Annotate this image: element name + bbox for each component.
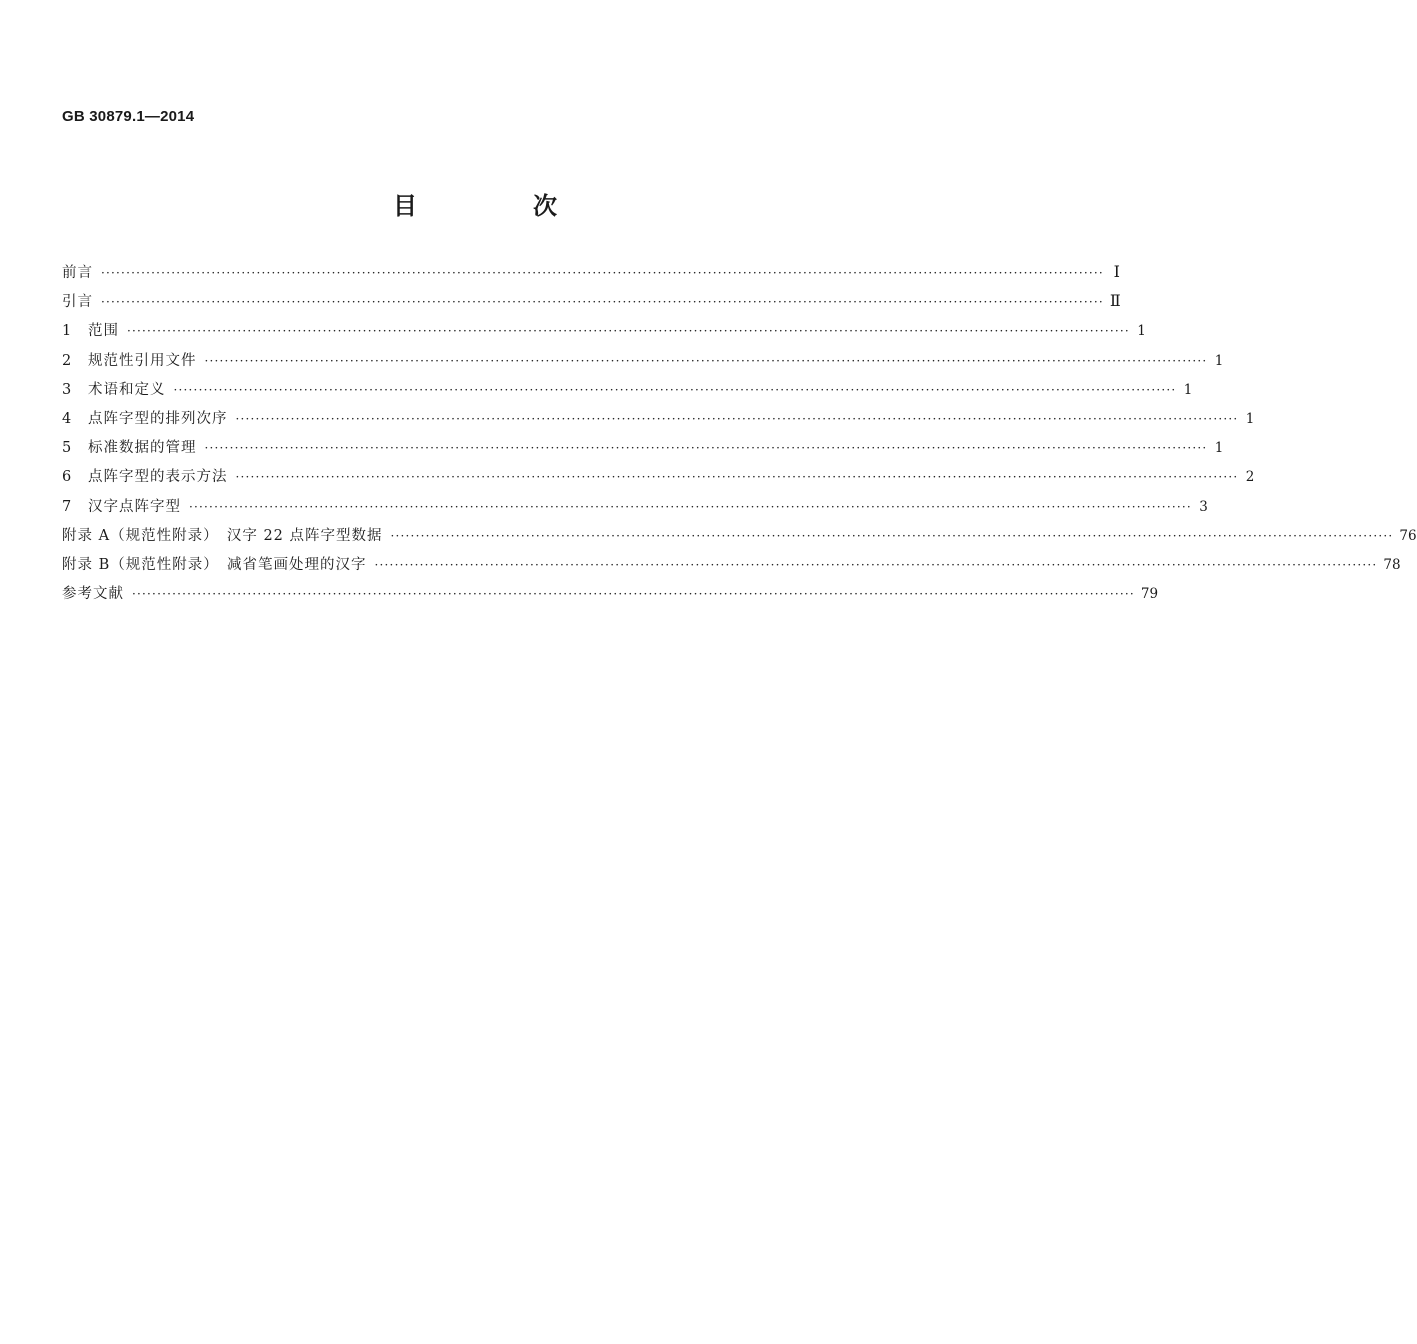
toc-entry[interactable]	[62, 381, 1193, 410]
toc-entry-label: 前言	[62, 265, 93, 281]
toc-entry[interactable]	[62, 468, 1255, 497]
toc-entry-page: 3	[1199, 498, 1208, 515]
toc-entry[interactable]	[62, 410, 1255, 439]
toc-entry-label: 参考文献	[62, 586, 124, 603]
toc-entry-label: 规范性引用文件	[88, 352, 197, 369]
toc-entry-label: 标准数据的管理	[88, 440, 197, 457]
toc-leader-dots: ········································································································································································································	[235, 411, 1239, 426]
toc-entry-page: Ⅰ	[1113, 264, 1120, 281]
toc-entry[interactable]	[62, 439, 1224, 468]
toc-leader-dots: ········································································································································································································	[132, 587, 1135, 602]
toc-leader-dots: ········································································································································································································	[101, 295, 1104, 310]
toc-leader-dots: ········································································································································································································	[390, 528, 1394, 543]
toc-entry-number: 3	[62, 381, 72, 398]
toc-entry-label: 点阵字型的排列次序	[88, 410, 228, 427]
toc-entry-number: 7	[62, 498, 72, 515]
toc-leader-dots: ········································································································································································································	[127, 324, 1130, 339]
toc-entry-label: 引言	[62, 294, 93, 311]
toc-leader-dots: ········································································································································································································	[101, 266, 1104, 280]
toc-leader-dots: ········································································································································································································	[189, 499, 1192, 514]
standard-code: GB 30879.1—2014	[62, 108, 195, 125]
toc-entry-number: 6	[62, 469, 72, 486]
toc-entry[interactable]	[62, 585, 1159, 614]
toc-leader-dots: ········································································································································································································	[235, 470, 1239, 485]
toc-entry-page: Ⅱ	[1109, 293, 1121, 311]
toc-entry-page: 2	[1245, 469, 1255, 486]
toc-entry-page: 1	[1245, 410, 1255, 427]
toc-entry-page: 1	[1214, 440, 1224, 457]
toc-entry-label: 范围	[88, 323, 119, 340]
toc-entry[interactable]	[62, 498, 1208, 527]
toc-entry-page: 78	[1383, 556, 1401, 573]
toc-entry[interactable]	[62, 293, 1121, 322]
toc-entry-page: 76	[1399, 527, 1417, 544]
toc-entry[interactable]	[62, 527, 1417, 556]
table-of-contents	[62, 264, 1417, 614]
toc-entry-label: 点阵字型的表示方法	[88, 469, 228, 486]
toc-entry-label: 附录 B（规范性附录） 减省笔画处理的汉字	[62, 556, 367, 573]
toc-title: 目 次	[393, 192, 603, 220]
toc-entry[interactable]	[62, 322, 1146, 351]
toc-leader-dots: ········································································································································································································	[173, 382, 1177, 397]
toc-entry-label: 汉字点阵字型	[88, 498, 181, 515]
toc-entry-label: 附录 A（规范性附录） 汉字 22 点阵字型数据	[62, 527, 383, 544]
toc-entry-page: 79	[1140, 586, 1159, 603]
toc-entry-number: 1	[62, 323, 72, 340]
toc-entry[interactable]	[62, 264, 1120, 293]
toc-entry-page: 1	[1137, 323, 1146, 340]
toc-entry-page: 1	[1183, 381, 1193, 398]
toc-leader-dots: ········································································································································································································	[204, 441, 1208, 456]
toc-entry-page: 1	[1214, 352, 1224, 369]
toc-entry[interactable]	[62, 352, 1224, 381]
toc-entry-label: 术语和定义	[88, 381, 166, 398]
toc-leader-dots: ········································································································································································································	[204, 353, 1208, 368]
toc-entry-number: 4	[62, 410, 72, 427]
toc-entry[interactable]	[62, 556, 1401, 585]
toc-entry-number: 2	[62, 352, 72, 369]
toc-entry-number: 5	[62, 440, 72, 457]
toc-leader-dots: ········································································································································································································	[374, 557, 1378, 572]
